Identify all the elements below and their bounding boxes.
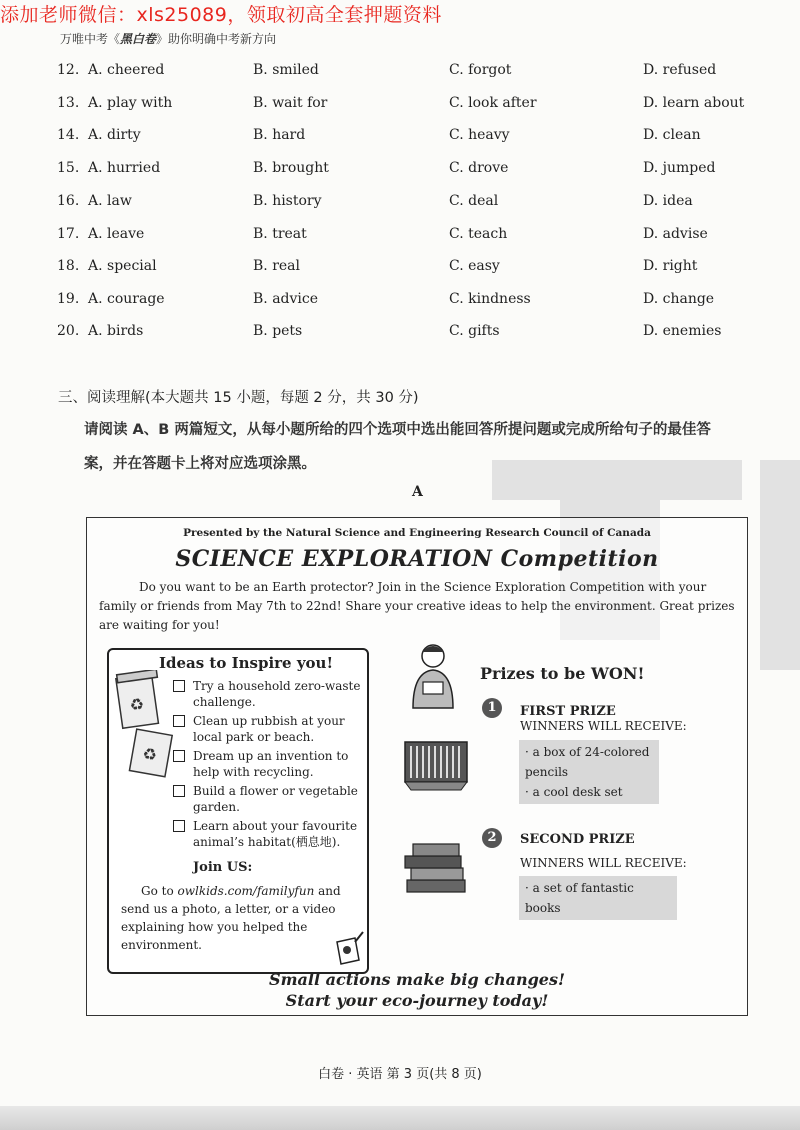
idea-item xyxy=(173,818,361,850)
option-a: A. dirty xyxy=(88,127,141,143)
join-rest: and send us a photo, a letter, or a video explaining how you helped the environment. xyxy=(121,884,341,952)
option-d: D. right xyxy=(643,258,698,274)
checkbox-icon xyxy=(173,785,185,797)
prize-1-badge: 1 xyxy=(482,698,502,718)
option-d: D. jumped xyxy=(643,160,716,176)
watermark-text: 添加老师微信：xls25089，领取初高全套押题资料 xyxy=(0,4,442,26)
option-d: D. advise xyxy=(643,226,708,242)
background-logo-shape xyxy=(492,460,742,500)
join-go: Go to xyxy=(141,884,178,898)
option-b: B. treat xyxy=(253,226,307,242)
idea-item xyxy=(173,713,361,745)
second-prize-subtitle: WINNERS WILL RECEIVE: xyxy=(520,856,687,870)
option-c: C. forgot xyxy=(449,62,512,78)
option-d: D. change xyxy=(643,291,715,307)
competition-title: SCIENCE EXPLORATION Competition xyxy=(175,546,659,572)
question-row xyxy=(0,258,800,282)
ideas-title: Ideas to Inspire you! xyxy=(159,654,334,672)
prize-2-badge: 2 xyxy=(482,828,502,848)
option-d: D. refused xyxy=(643,62,717,78)
instruction-line-1: 请阅读 A、B 两篇短文，从每小题所给的四个选项中选出能回答所提问题或完成所给句子的最佳答 xyxy=(84,422,711,438)
competition-poster xyxy=(86,517,748,1016)
option-c: C. drove xyxy=(449,160,509,176)
option-b: B. pets xyxy=(253,323,303,339)
page-subtitle xyxy=(60,30,276,47)
option-a: A. special xyxy=(88,258,157,274)
option-b: B. advice xyxy=(253,291,319,307)
subtitle-pre: 万唯中考《 xyxy=(60,32,121,46)
scan-edge xyxy=(0,1106,800,1130)
option-c: C. deal xyxy=(449,193,499,209)
question-row xyxy=(0,127,800,151)
option-d: D. clean xyxy=(643,127,701,143)
prizes-title: Prizes to be WON! xyxy=(480,664,645,683)
competition-intro: Do you want to be an Earth protector? Join in the Science Exploration Competition with your family or friends from May 7th to 22nd! Share your creative ideas to help the environment. Great prizes are waiting for you! xyxy=(99,580,735,632)
checkbox-icon xyxy=(173,750,185,762)
books-icon xyxy=(403,840,469,896)
slogan-line-1: Small actions make big changes! xyxy=(269,970,565,989)
svg-text:♻: ♻ xyxy=(128,694,146,715)
option-d: D. learn about xyxy=(643,95,745,111)
option-b: B. smiled xyxy=(253,62,319,78)
option-c: C. kindness xyxy=(449,291,531,307)
checkbox-icon xyxy=(173,820,185,832)
join-text xyxy=(121,882,353,954)
first-prize-item: · a box of 24-colored pencils xyxy=(525,745,650,779)
second-prize-list xyxy=(519,876,677,920)
option-c: C. gifts xyxy=(449,323,500,339)
question-number: 20. xyxy=(57,323,80,339)
question-row xyxy=(0,62,800,86)
question-number: 15. xyxy=(57,160,80,176)
first-prize-item: · a cool desk set xyxy=(525,785,623,799)
ideas-list xyxy=(173,678,361,853)
option-b: B. wait for xyxy=(253,95,328,111)
recycling-bin-icon xyxy=(115,670,175,780)
idea-text: Dream up an invention to help with recycling. xyxy=(193,749,349,779)
question-number: 18. xyxy=(57,258,80,274)
first-prize-list xyxy=(519,740,659,804)
idea-text: Build a flower or vegetable garden. xyxy=(193,784,358,814)
option-c: C. easy xyxy=(449,258,500,274)
option-c: C. teach xyxy=(449,226,508,242)
question-number: 19. xyxy=(57,291,80,307)
question-number: 16. xyxy=(57,193,80,209)
subtitle-bold: 黑白卷 xyxy=(120,32,157,46)
instruction-line-2: 案，并在答题卡上将对应选项涂黑。 xyxy=(84,456,316,472)
question-row xyxy=(0,95,800,119)
option-a: A. cheered xyxy=(88,62,165,78)
question-number: 13. xyxy=(57,95,80,111)
first-prize-subtitle: WINNERS WILL RECEIVE: xyxy=(520,719,687,733)
question-row xyxy=(0,160,800,184)
question-number: 12. xyxy=(57,62,80,78)
option-c: C. heavy xyxy=(449,127,510,143)
pencil-box-icon xyxy=(403,740,469,792)
question-row xyxy=(0,226,800,250)
question-number: 14. xyxy=(57,127,80,143)
idea-text: Clean up rubbish at your local park or beach. xyxy=(193,714,345,744)
join-title: Join US: xyxy=(193,860,253,875)
presented-by: Presented by the Natural Science and Engineering Research Council of Canada xyxy=(183,527,651,539)
subtitle-post: 》助你明确中考新方向 xyxy=(156,32,277,46)
idea-item xyxy=(173,748,361,780)
ideas-box xyxy=(107,648,369,974)
checkbox-icon xyxy=(173,715,185,727)
option-a: A. birds xyxy=(88,323,144,339)
second-prize-item: · a set of fantastic books xyxy=(525,881,634,915)
join-url: owlkids.com/familyfun xyxy=(177,884,315,898)
option-d: D. idea xyxy=(643,193,693,209)
passage-label: A xyxy=(412,484,423,500)
option-b: B. hard xyxy=(253,127,306,143)
idea-item xyxy=(173,678,361,710)
first-prize-title: FIRST PRIZE xyxy=(520,704,616,719)
section-title: 三、阅读理解(本大题共 15 小题，每题 2 分，共 30 分) xyxy=(58,390,419,406)
question-number: 17. xyxy=(57,226,80,242)
watering-can-icon xyxy=(331,928,365,968)
option-d: D. enemies xyxy=(643,323,722,339)
option-b: B. brought xyxy=(253,160,329,176)
page-footer: 白卷 · 英语 第 3 页(共 8 页) xyxy=(318,1067,482,1082)
option-a: A. courage xyxy=(88,291,165,307)
option-c: C. look after xyxy=(449,95,537,111)
svg-text:♻: ♻ xyxy=(141,743,159,765)
option-a: A. play with xyxy=(88,95,173,111)
idea-item xyxy=(173,783,361,815)
idea-text: Try a household zero-waste challenge. xyxy=(193,679,361,709)
option-a: A. law xyxy=(88,193,132,209)
checkbox-icon xyxy=(173,680,185,692)
idea-text: Learn about your favourite animal’s habitat(栖息地). xyxy=(193,819,358,849)
background-logo-shape xyxy=(760,460,800,670)
second-prize-title: SECOND PRIZE xyxy=(520,832,635,847)
option-b: B. history xyxy=(253,193,322,209)
student-icon xyxy=(405,640,461,710)
slogan-line-2: Start your eco-journey today! xyxy=(285,991,549,1010)
question-row xyxy=(0,291,800,315)
option-b: B. real xyxy=(253,258,300,274)
question-row xyxy=(0,193,800,217)
option-a: A. leave xyxy=(88,226,145,242)
option-a: A. hurried xyxy=(88,160,161,176)
question-row xyxy=(0,323,800,347)
